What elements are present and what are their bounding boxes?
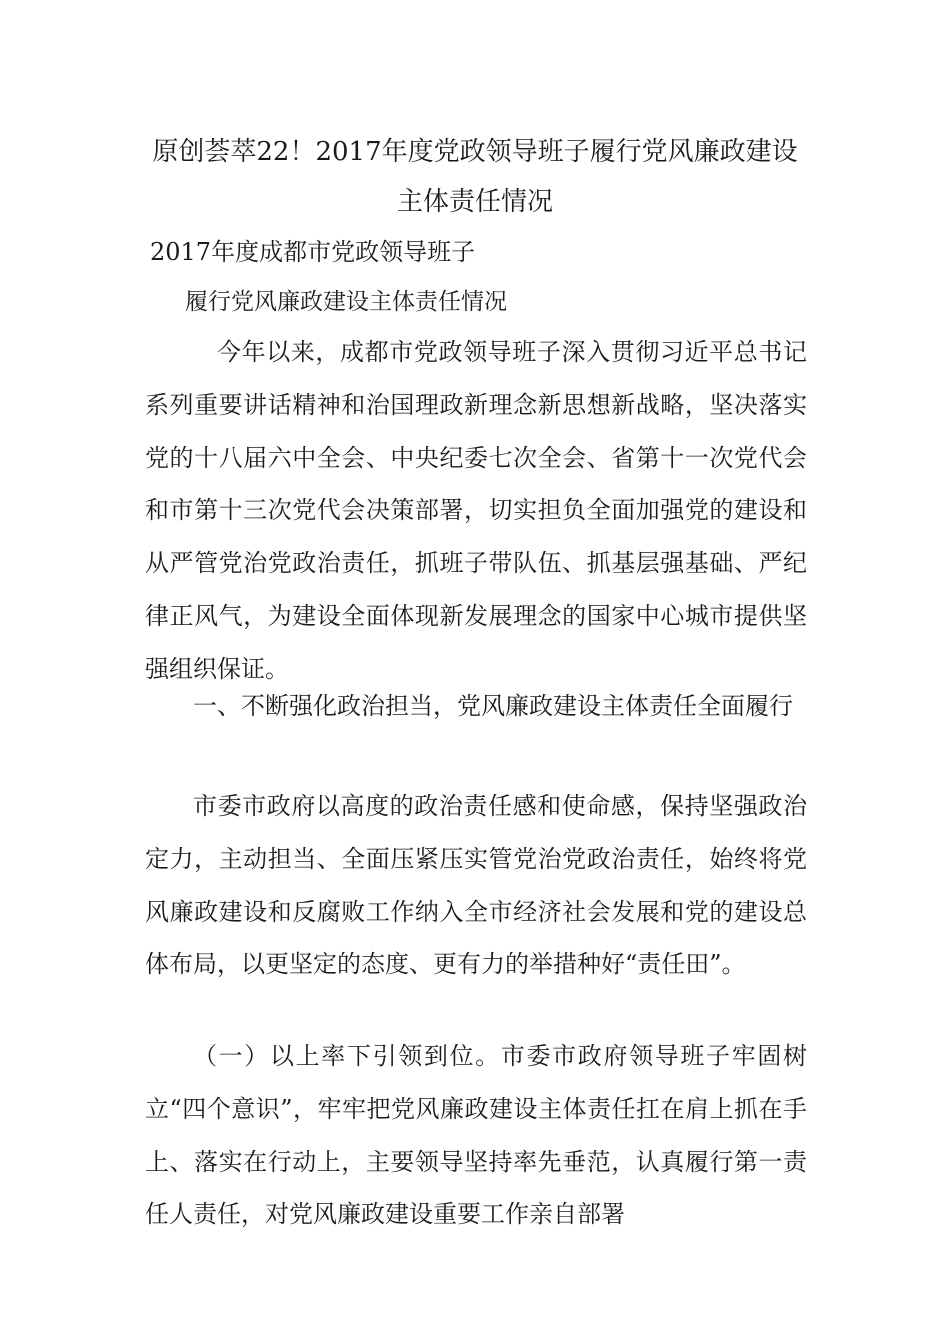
document-title-line-1: 原创荟萃22！2017年度党政领导班子履行党风廉政建设 [152, 137, 798, 167]
section-1-paragraph: 市委市政府以高度的政治责任感和使命感，保持坚强政治定力，主动担当、全面压紧压实管党治党政治责任，始终将党风廉政建设和反腐败工作纳入全市经济社会发展和党的建设总体布局，以更坚定的态度、更有力的举措种好“责任田”。 [145, 792, 807, 979]
section-1-heading: 一、不断强化政治担当，党风廉政建设主体责任全面履行 [193, 692, 793, 720]
report-heading-line-1: 2017年度成都市党政领导班子 [150, 238, 476, 266]
subsection-1-paragraph: （一）以上率下引领到位。市委市政府领导班子牢固树立“四个意识”，牢牢把党风廉政建设主体责任扛在肩上抓在手上、落实在行动上，主要领导坚持率先垂范，认真履行第一责任人责任，对党风廉政建设重要工作亲自部署 [145, 1042, 807, 1229]
document-title-line-2: 主体责任情况 [396, 187, 553, 217]
intro-paragraph: 今年以来，成都市党政领导班子深入贯彻习近平总书记系列重要讲话精神和治国理政新理念新思想新战略，坚决落实党的十八届六中全会、中央纪委七次全会、省第十一次党代会和市第十三次党代会决策部署，切实担负全面加强党的建设和从严管党治党政治责任，抓班子带队伍、抓基层强基础、严纪律正风气，为建设全面体现新发展理念的国家中心城市提供坚强组织保证。 [145, 338, 807, 683]
report-heading-line-2: 履行党风廉政建设主体责任情况 [185, 289, 507, 315]
